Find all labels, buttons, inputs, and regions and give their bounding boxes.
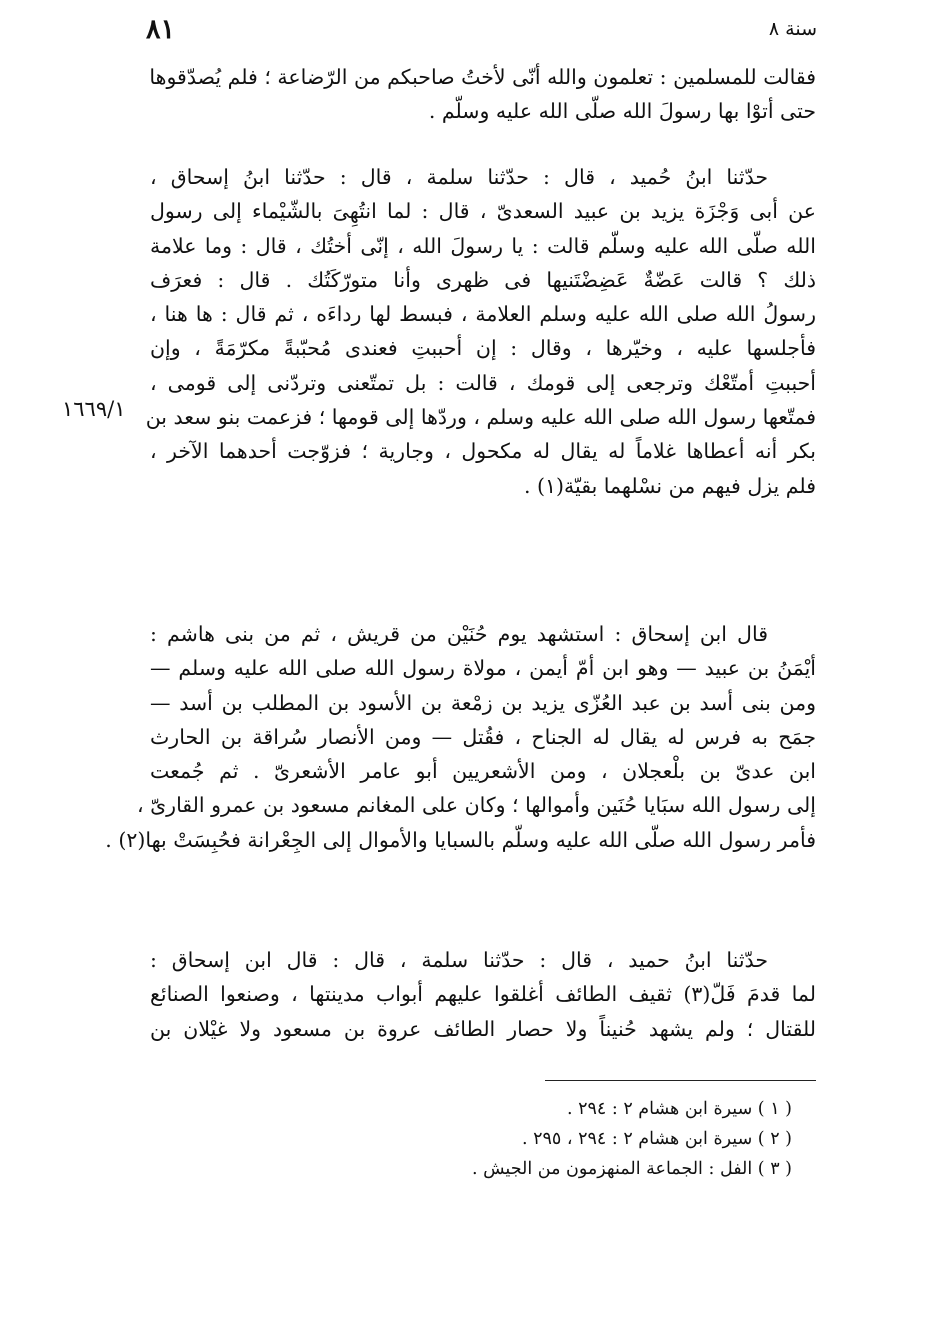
page-number: ٨١ — [146, 14, 176, 45]
text-line: ومن بنى أسد بن عبد العُزّى يزيد بن زمْعة بن الأسود بن المطلب بن أسد — — [150, 690, 816, 715]
text-line: حدّثنا ابنُ حُميد ، قال : حدّثنا سلمة ، قال : حدّثنا ابنُ إسحاق ، — [150, 165, 768, 189]
footnotes — [380, 1094, 792, 1184]
paragraph-2 — [145, 160, 816, 503]
text-line: لما قدمَ فَلّ(٣) ثقيف الطائف أغلقوا عليهم أبواب مدينتها ، وصنعوا الصنائع — [150, 982, 817, 1007]
paragraph-3 — [105, 617, 816, 857]
running-header-year: سنة ٨ — [768, 18, 817, 40]
text-line: فلم يزل فيهم من نسْلهما بقيّة(١) . — [523, 473, 816, 498]
text-line: فمتّعها رسول الله صلى الله عليه وسلم ، وردّها إلى قومها ؛ فزعمت بنو سعد بن — [145, 405, 816, 430]
text-line: إلى رسول الله سبَايا حُنَين وأموالها ؛ وكان على المغانم مسعود بن عمرو القارىّ ، — [136, 793, 816, 818]
text-line: رسولُ الله صلى الله عليه وسلم العلامة ، فبسط لها رداءَه ، ثم قال : ها هنا ، — [150, 302, 816, 327]
text-line: عن أبى وَجْزَة يزيد بن عبيد السعدىّ ، قال : لما انتُهِىَ بالشّيْماء إلى رسول — [150, 199, 816, 224]
text-line: جمَح به فرس له يقال له الجناح ، فقُتل — ومن الأنصار سُراقة بن الحارث — [150, 724, 816, 749]
text-line: حتى أتوْا بها رسولَ الله صلّى الله عليه وسلّم . — [428, 99, 816, 124]
paragraph-1 — [150, 60, 816, 129]
footnote-separator — [545, 1080, 816, 1081]
footnote-item: ( ١ ) سيرة ابن هشام ٢ : ٢٩٤ . — [566, 1099, 792, 1119]
paragraph-4 — [150, 943, 816, 1046]
text-line: فأجلسها عليه ، وخيّرها ، وقال : إن أحببتِ فعندى مُحبّبةً مكرّمَةً ، وإن — [150, 336, 816, 361]
text-line: فقالت للمسلمين : تعلمون والله أنّى لأختُ صاحبكم من الرّضاعة ؛ فلم يُصدّقوها — [149, 65, 816, 89]
text-line: أيْمَنُ بن عبيد — وهو ابن أمّ أيمن ، مولاة رسول الله صلى الله عليه وسلم — — [150, 656, 816, 681]
text-line: أحببتِ أمتّعْك وترجعى إلى قومك ، قالت : بل تمتّعنى وتردّنى إلى قومى ، — [150, 370, 816, 395]
footnote-item: ( ٢ ) سيرة ابن هشام ٢ : ٢٩٤ ، ٢٩٥ . — [521, 1129, 792, 1149]
text-line: ابن عدىّ بن بلْعجلان ، ومن الأشعريين أبو عامر الأشعرىّ . ثم جُمعت — [150, 759, 816, 784]
text-line: ذلك ؟ قالت عَضّةٌ عَضِضْتَنيها فى ظهرى وأنا متورّكَتُك . قال : فعرَف — [150, 267, 816, 292]
text-line: قال ابن إسحاق : استشهد يوم حُنَيْن من قريش ، ثم من بنى هاشم : — [150, 622, 768, 646]
text-line: الله صلّى الله عليه وسلّم قالت : يا رسولَ الله ، إنّى أختُك ، قال : وما علامة — [150, 233, 816, 258]
text-line: للقتال ؛ ولم يشهد حُنيناً ولا حصار الطائف عروة بن مسعود ولا غيْلان بن — [150, 1016, 816, 1041]
footnote-item: ( ٣ ) الفل : الجماعة المنهزمون من الجيش . — [471, 1159, 792, 1179]
text-line: بكر أنه أعطاها غلاماً له يقال له مكحول ، وجارية ؛ فزوّجت أحدهما الآخر ، — [150, 439, 816, 464]
margin-reference-number: ١٦٦٩/١ — [62, 397, 126, 421]
text-line: فأمر رسول الله صلّى الله عليه وسلّم بالسبايا والأموال إلى الجِعْرانة فحُبِسَتْ بها(٢) . — [105, 827, 816, 852]
text-line: حدّثنا ابنُ حميد ، قال : حدّثنا سلمة ، قال : قال ابن إسحاق : — [150, 948, 768, 972]
